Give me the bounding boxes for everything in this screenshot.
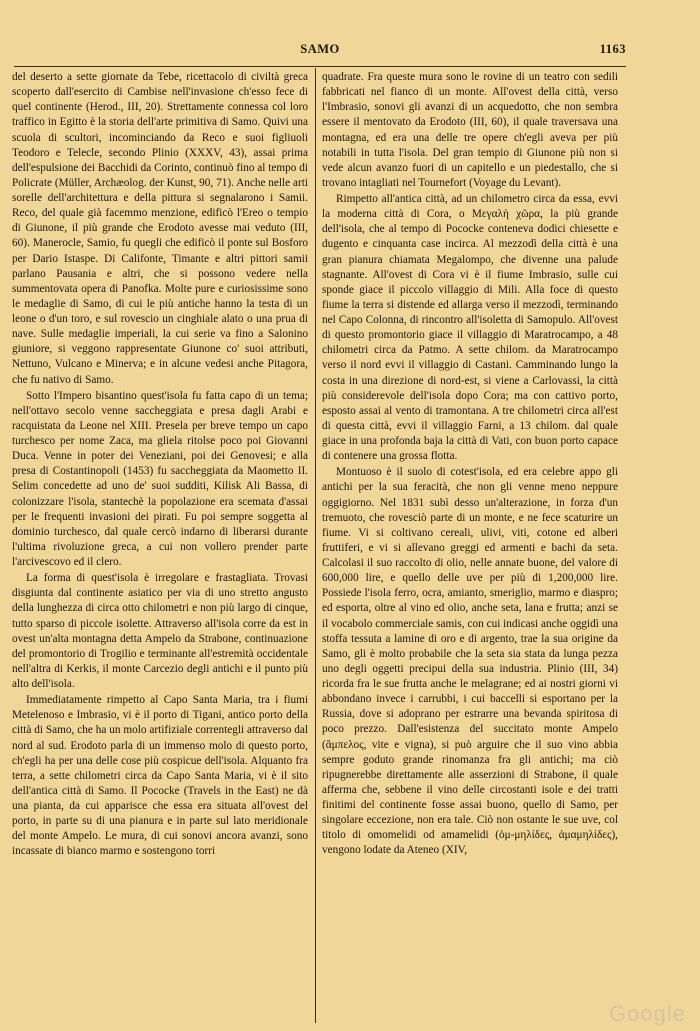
paragraph: del deserto a sette giornate da Tebe, ricettacolo di civiltà greca scoperto dall'esercito di Cambise nell'invasione ch'esso fece di quel continente (Herod., III, 20). Strettamente connessa col loro traffico in Egitto è la storia dell'arte primitiva di Samo. Quivi una scuola di scultori, incominciando da Reco e suoi figliuoli Teodoro e Telecle, secondo Plinio (XXXV, 43), assai prima dell'espulsione dei Bacchidi da Corinto, continuò fino al tempo di Policrate (Müller, Archæolog. der Kunst, 90, 71). Anche nelle arti sorelle dell'architettura e della pittura si segnalarono i Samii. Reco, del quale già facemmo menzione, edificò l'Ereo o tempio di Giunone, il più grande che Erodoto avesse mai veduto (III, 60). Manerocle, Samio, fu quegli che edificò il ponte sul Bosforo per Dario Istaspe. Di Califonte, Timante e altri pittori samii parlano Pausania e altri, che si possono vedere nella summentovata opera di Panofka. Molte pure e curiosissime sono le medaglie di Samo, di cui le più antiche hanno la testa di un leone o d'un toro, e sul rovescio un cinghiale alato o una prua di nave. Sulle medaglie imperiali, la cui serie va fino a Salonino giuniore, si veggono rappresentate Giunone co' suoi attributi, Nettuno, Vulcano e Minerva; e in alcune vedesi anche Pitagora, che fu nativo di Samo. bbox=[12, 71, 308, 386]
running-title: SAMO bbox=[300, 42, 340, 56]
paragraph: Rimpetto all'antica città, ad un chilometro circa da essa, evvi la moderna città di Cora, o Μεγαλὴ χῶρα, la più grande dell'isola, che al tempo di Pococke conteneva dodici chiesette e dugento e cinquanta case incirca. Al mezzodì della città è una gran pianura chiamata Megalompo, che divenne una palude stagnante. All'ovest di Cora vi è il fiume Imbrasio, sulle cui sponde giace il piccolo villaggio di Mili. Alla foce di questo fiume la terra si distende ed allarga verso il mezzodì, terminando nel Capo Colonna, di rincontro all'isoletta di Samopulo. All'ovest di questo promontorio giace il villaggio di Maratrocampo, a 48 chilometri circa da Patmo. A sette chilom. da Maratrocampo verso il nord evvi il villaggio di Castani. Camminando lungo la costa in una direzione di nord-est, si viene a Carlovassi, la città più considerevole dell'isola dopo Cora; ma con cattivo porto, esposto assai al vento di tramontana. A tre chilometri circa all'est di questa città, evvi il villaggio Farni, a 13 chilom. dal quale giace in una profonda baja la città di Vati, con buon porto capace di contenere una grossa flotta. bbox=[322, 193, 618, 463]
column-divider bbox=[315, 68, 316, 1023]
paragraph: quadrate. Fra queste mura sono le rovine di un teatro con sedili fabbricati nel fianco di un monte. All'ovest della città, verso l'Imbrasio, sonovi gli avanzi di un acquedotto, che non sembra essere il mentovato da Erodoto (III, 60), il quale traversava una montagna, ed era una delle tre opere ch'egli aveva per più notabili in tutta l'isola. Del gran tempio di Giunone più non si vede alcun avanzo fuori di un capitello e un piedestallo, che si trovano intagliati nel Tournefort (Voyage du Levant). bbox=[322, 71, 618, 189]
paragraph: Sotto l'Impero bisantino quest'isola fu fatta capo di un tema; nell'ottavo secolo venne saccheggiata e presa dagli Arabi e racquistata da Leone nel XIII. Presela per breve tempo un capo turchesco per nome Zaca, ma gliela ritolse poco poi Giovanni Duca. Venne in poter dei Veneziani, poi dei Genovesi; e alla presa di Costantinopoli (1453) fu saccheggiata da Maometto II. Selim concedette ad uno de' suoi sudditi, Kilisk Ali Bassa, di colonizzare l'isola, stantechè la popolazione era scemata d'assai per le frequenti invasioni dei pirati. Fu poi sempre soggetta al dominio turchesco, dal quale cercò indarno di liberarsi durante l'ultima rivoluzione greca, a cui non vollero prender parte l'arcivescovo ed il clero. bbox=[12, 389, 308, 568]
scan-watermark: Google bbox=[609, 1001, 686, 1026]
paragraph: Montuoso è il suolo di cotest'isola, ed era celebre appo gli antichi per la sua feracità, che non gli venne meno neppure oggigiorno. Nel 1831 subì desso un'alterazione, in forza d'un tremuoto, che rovesciò parte di un monte, e ne fece scaturire un fiume. Vi si coltivano cereali, ulivi, viti, cotone ed alberi fruttiferi, e vi si allevano greggi ed armenti e bachi da seta. Calcolasi il suo raccolto di olio, nelle annate buone, del valore di 600,000 lire, e quello delle uve per più di 1,200,000 lire. Possiede l'isola ferro, ocra, amianto, smeriglio, marmo e diaspro; ed esporta, oltre al vino ed olio, anche seta, lana e frutta; anzi se il vocabolo commerciale samis, con cui indicasi anche oggidì una stoffa tessuta a lamine di oro e di argento, trae la sua origine da Samo, gli è molto probabile che la seta sia stata da lunga pezza uno degli oggetti precipui della sua industria. Plinio (III, 34) ricorda fra le sue frutta anche le melagrane; ed ai nostri giorni vi abbondano invece i carrubbi, i cui baccelli si esportano per la Russia, dove si adoprano per estrarre una bevanda spiritosa di poco prezzo. Dall'esistenza del succitato monte Ampelo (ἄμπελος, vite e vigna), si può arguire che il suo vino abbia sempre goduto grande rinomanza fra gli antichi; ma ciò ripugnerebbe direttamente alle asserzioni di Strabone, il quale afferma che, sebbene il vino delle circostanti isole e dei tratti finitimi del continente fosse assai buono, quello di Samo, per singolare eccezione, non era tale. Ciò non ostante le sue uve, col titolo di omomelidi od amamelidi (ὁμ-μηλίδες, ἀμαμηλίδες), vengono lodate da Ateneo (XIV, bbox=[322, 466, 618, 857]
paragraph: La forma di quest'isola è irregolare e frastagliata. Trovasi disgiunta dal continente asiatico per via di uno stretto angusto della lunghezza di circa otto chilometri e non più largo di cinque, tutto sparso di piccole isolette. Attraverso all'isola corre da est in ovest un'alta montagna detta Ampelo da Strabone, continuazione del promontorio di Trogilio e terminante all'estremità occidentale nell'altra di Kerkis, il monte Carcezio degli antichi e il punto più alto dell'isola. bbox=[12, 572, 308, 690]
right-column bbox=[322, 70, 618, 1025]
paragraph: Immediatamente rimpetto al Capo Santa Maria, tra i fiumi Metelenoso e Imbrasio, vi è il porto di Tigani, antico porto della città di Samo, che ha un molo artifiziale correntegli attraverso dal nord al sud. Erodoto parla di un immenso molo di questo porto, ch'egli ha per una delle cose più cospicue dell'isola. Alquanto fra terra, a sette chilometri circa da Capo Santa Maria, vi è il sito dell'antica città di Samo. Il Pococke (Travels in the East) ne dà una pianta, da cui apparisce che essa era situata all'ovest del porto, in parte su di una pianura e in parte sul lato meridionale del monte Ampelo. Le mura, di cui sonovi ancora avanzi, sono incassate di bianco marmo e sostengono torri bbox=[12, 694, 308, 858]
running-header bbox=[14, 42, 626, 62]
page-number: 1163 bbox=[599, 42, 626, 56]
header-rule bbox=[14, 66, 626, 67]
left-column bbox=[12, 70, 308, 1025]
